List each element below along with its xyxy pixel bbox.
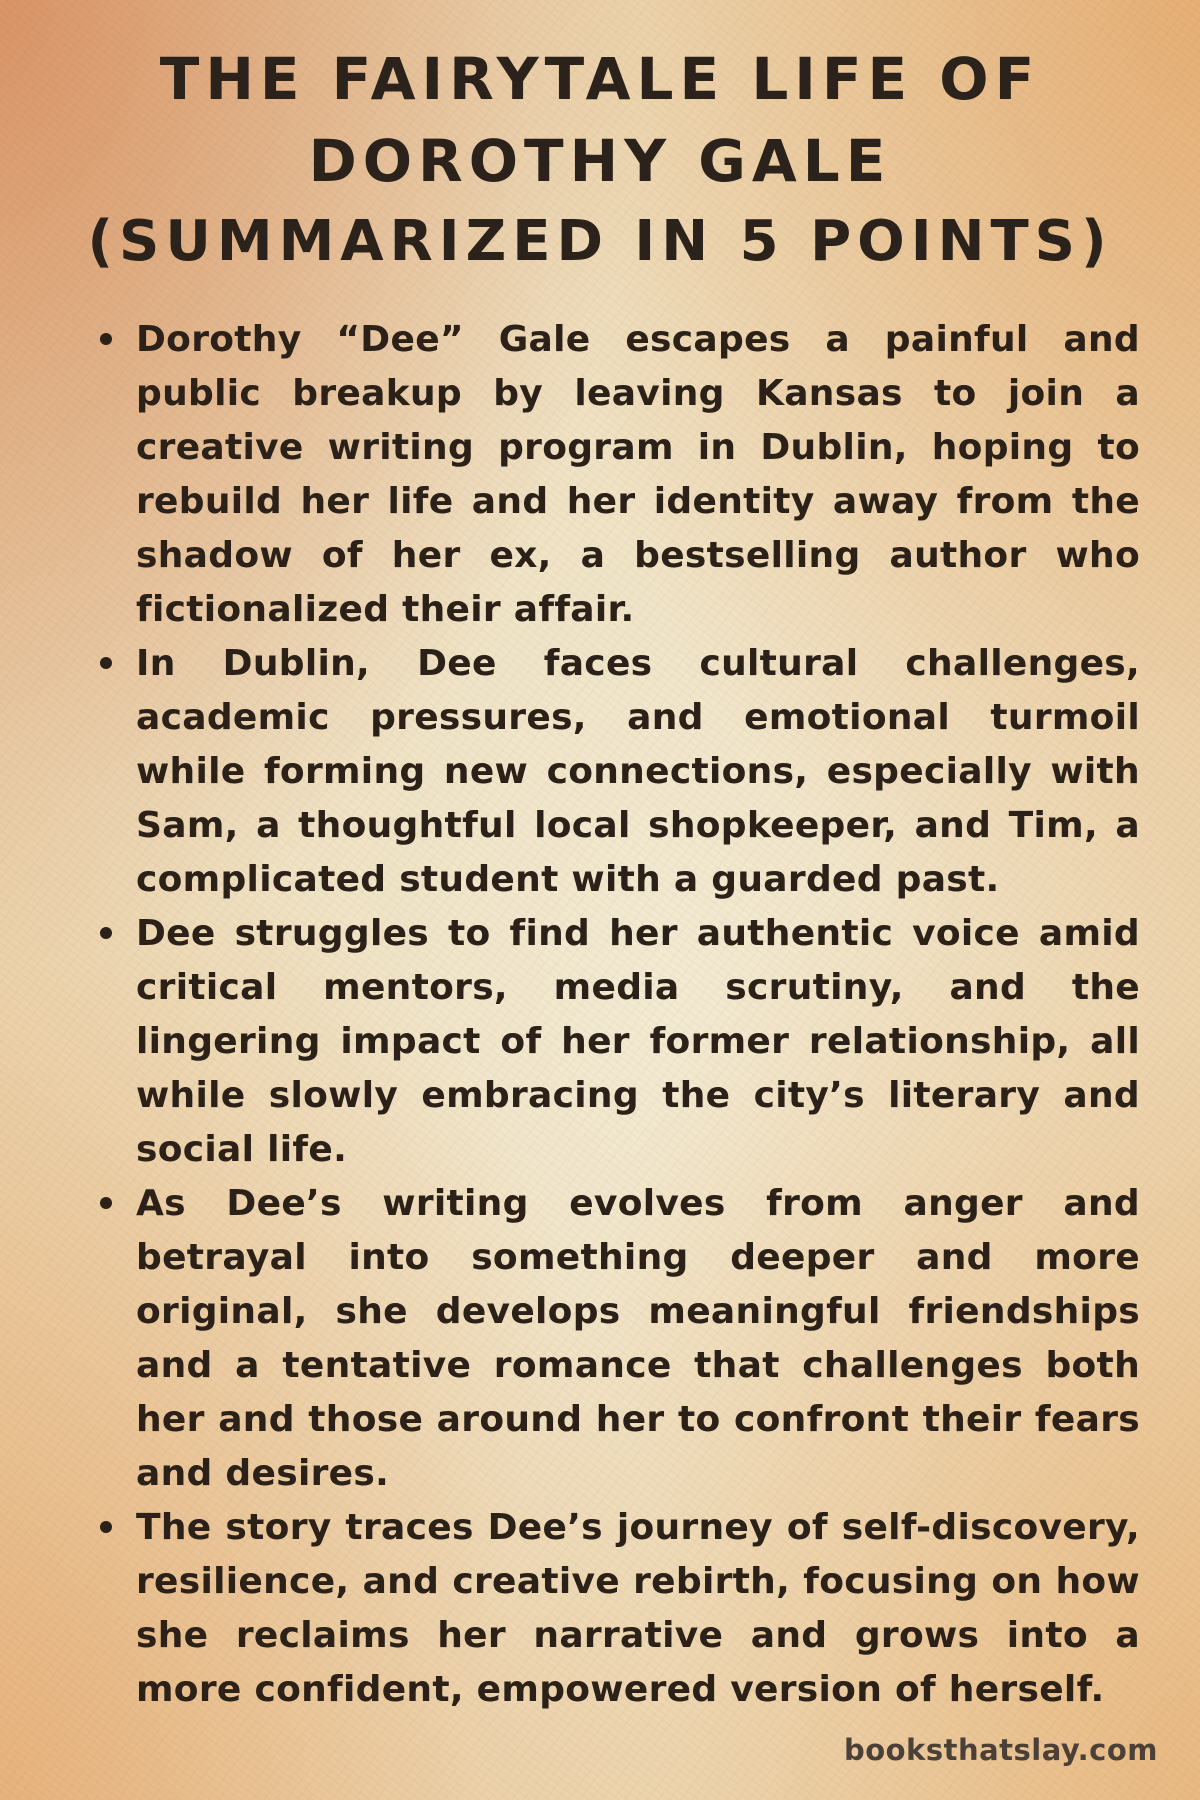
- summary-point: [136, 1501, 1140, 1717]
- summary-point-text: Dee struggles to find her authentic voice amid critical mentors, media scrutiny, and the lingering impact of her former relationship, all while slowly embracing the city’s literary and social life.: [136, 913, 1140, 1170]
- site-watermark: booksthatslay.com: [843, 1733, 1158, 1767]
- summary-point-text: As Dee’s writing evolves from anger and betrayal into something deeper and more original, she develops meaningful friendships and a tentative romance that challenges both her and those around her to confront their fears and desires.: [136, 1183, 1140, 1494]
- title-subtitle: (SUMMARIZED IN 5 POINTS): [87, 209, 1113, 274]
- bullet-icon: [100, 1521, 112, 1533]
- summary-point: [136, 637, 1140, 907]
- summary-point-text: The story traces Dee’s journey of self-discovery, resilience, and creative rebirth, focusing on how she reclaims her narrative and grows into a more confident, empowered version of herself.: [136, 1507, 1140, 1710]
- summary-point-text: Dorothy “Dee” Gale escapes a painful and public breakup by leaving Kansas to join a creative writing program in Dublin, hoping to rebuild her life and her identity away from the shadow of her ex, a bestselling author who fictionalized their affair.: [136, 319, 1140, 630]
- title-line-2: DOROTHY GALE: [308, 127, 892, 195]
- page-title: [0, 38, 1200, 282]
- summary-point: [136, 313, 1140, 637]
- summary-point: [136, 1177, 1140, 1501]
- bullet-icon: [100, 927, 112, 939]
- summary-point-text: In Dublin, Dee faces cultural challenges, academic pressures, and emotional turmoil while forming new connections, especially with Sam, a thoughtful local shopkeeper, and Tim, a complicated student with a guarded past.: [136, 643, 1140, 900]
- summary-points-list: [0, 313, 1200, 1717]
- bullet-icon: [100, 657, 112, 669]
- bullet-icon: [100, 333, 112, 345]
- title-line-1: THE FAIRYTALE LIFE OF: [159, 45, 1041, 113]
- bullet-icon: [100, 1197, 112, 1209]
- summary-point: [136, 907, 1140, 1177]
